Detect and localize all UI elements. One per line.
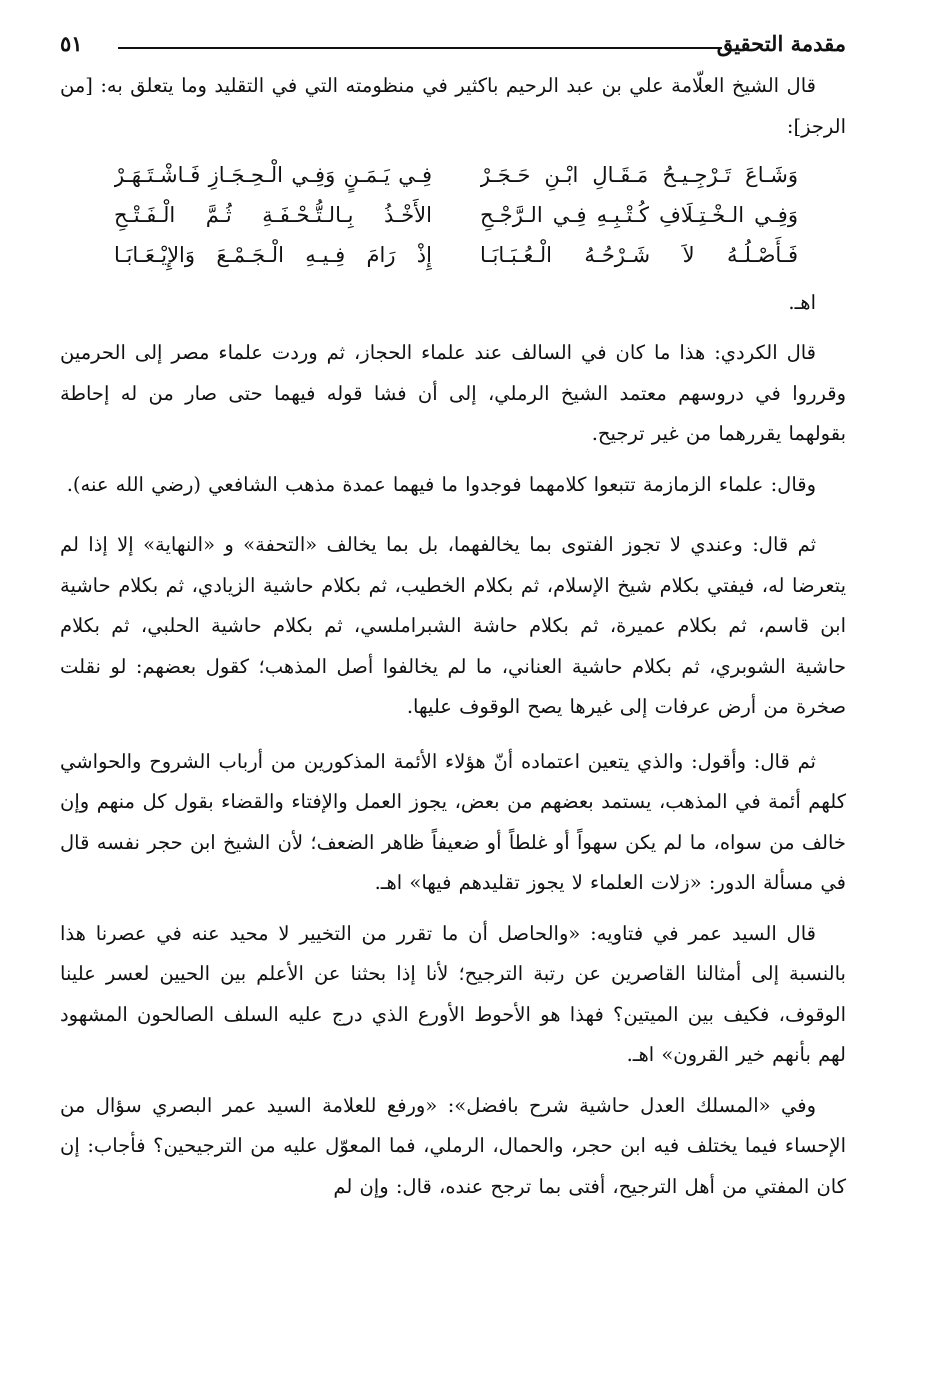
- verse-first-hemistich: فَـأَصْـلُـهُ لاَ شَـرْحُـهُ الْـعُـبَـابَـا: [480, 243, 798, 267]
- verse-second-hemistich: الأَخْـذُ بِـالـتُّـحْـفَـةِ ثُـمَّ الْـفَـتْـحِ: [114, 203, 432, 227]
- book-page: [60, 26, 846, 1356]
- zamazima-paragraph: وقال: علماء الزمازمة تتبعوا كلامهما فوجدوا ما فيهما عمدة مذهب الشافعي (رضي الله عنه).: [66, 472, 816, 496]
- poem: [60, 155, 846, 275]
- intro-paragraph: قال الشيخ العلّامة علي بن عبد الرحيم باكثير في منظومته التي في التقليد وما يتعلق به: [من الرجز]:: [60, 74, 846, 138]
- verse-first-hemistich: وَفِـي الـخْـتِـلَافِ كُـتْـبِـهِ فِـي الـرَّجْـحِ: [480, 203, 798, 227]
- page-header: [60, 26, 846, 66]
- poem-end-mark: اهـ.: [788, 291, 816, 314]
- running-title: مقدمة التحقيق: [716, 31, 846, 56]
- aqul-paragraph: ثم قال: وأقول: والذي يتعين اعتماده أنّ هؤلاء الأئمة المذكورين من أرباب الشروح والحواشي كلهم أئمة في المذهب، يستمد بعضهم من بعض، يجوز العمل والإفتاء والقضاء بقول كل منهم وإن خالف من سواه، ما لم يكن سهواً أو غلطاً أو ضعيفاً ظاهر الضعف؛ لأن الشيخ ابن حجر نفسه قال في مسألة الدور: «زلات العلماء لا يجوز تقليدهم فيها» اهـ.: [60, 749, 846, 894]
- header-rule: [118, 47, 722, 49]
- maslak-paragraph: وفي «المسلك العدل حاشية شرح بافضل»: «ورفع للعلامة السيد عمر البصري سؤال من الإحساء فيما يختلف فيه ابن حجر، والحمال، الرملي، فما المعوّل عليه من الترجيحين؟ فأجاب: إن كان المفتي من أهل الترجيح، أفتى بما ترجح عنده، قال: وإن لم: [60, 1093, 846, 1198]
- verse-first-hemistich: وَشَـاعَ تَـرْجِـيـحُ مَـقَـالِ ابْـنِ حَـجَـرْ: [480, 163, 798, 187]
- poem-verse: [114, 195, 798, 235]
- verse-second-hemistich: فِـي يَـمَـنٍ وَفِـي الْـحِـجَـازِ فَـاشْـتَـهَـرْ: [114, 163, 432, 187]
- poem-verse: [114, 235, 798, 275]
- kurdi-paragraph: قال الكردي: هذا ما كان في السالف عند علماء الحجاز، ثم وردت علماء مصر إلى الحرمين وقرروا في دروسهم معتمد الشيخ الرملي، إلى أن فشا قوله فيهما حتى صار من له إحاطة بقولهما يقررهما من غير ترجيح.: [60, 341, 846, 445]
- page-number: ٥١: [60, 31, 83, 56]
- verse-second-hemistich: إِذْ رَامَ فِـيـهِ الْـجَـمْـعَ وَالإِيْـعَـابَـا: [114, 243, 432, 267]
- umar-paragraph: قال السيد عمر في فتاويه: «والحاصل أن ما تقرر من التخيير لا محيد عنه في عصرنا هذا بالنسبة إلى أمثالنا القاصرين عن رتبة الترجيح؛ لأنا إذا بحثنا عن الأعلم بين الحيين لعسر علينا الوقوف، فكيف بين الميتين؟ فهذا هو الأحوط الأورع الذي درج عليه السلف الصالحون المشهود لهم بأنهم خير القرون» اهـ.: [60, 921, 846, 1066]
- poem-verse: [114, 155, 798, 195]
- fatwa-paragraph: ثم قال: وعندي لا تجوز الفتوى بما يخالفهما، بل بما يخالف «التحفة» و «النهاية» إلا إذا لم يتعرضا له، فيفتي بكلام شيخ الإسلام، ثم بكلام الخطيب، ثم بكلام حاشية الزيادي، ثم بكلام حاشية ابن قاسم، ثم بكلام عميرة، ثم بكلام حاشة الشبراملسي، ثم بكلام حاشية الحلبي، ثم بكلام حاشية الشوبري، ثم بكلام حاشية العناني، ما لم يخالفوا أصل المذهب؛ كقول بعضهم: لو نقلت صخرة من أرض عرفات إلى غيرها يصح الوقوف عليها.: [60, 533, 846, 718]
